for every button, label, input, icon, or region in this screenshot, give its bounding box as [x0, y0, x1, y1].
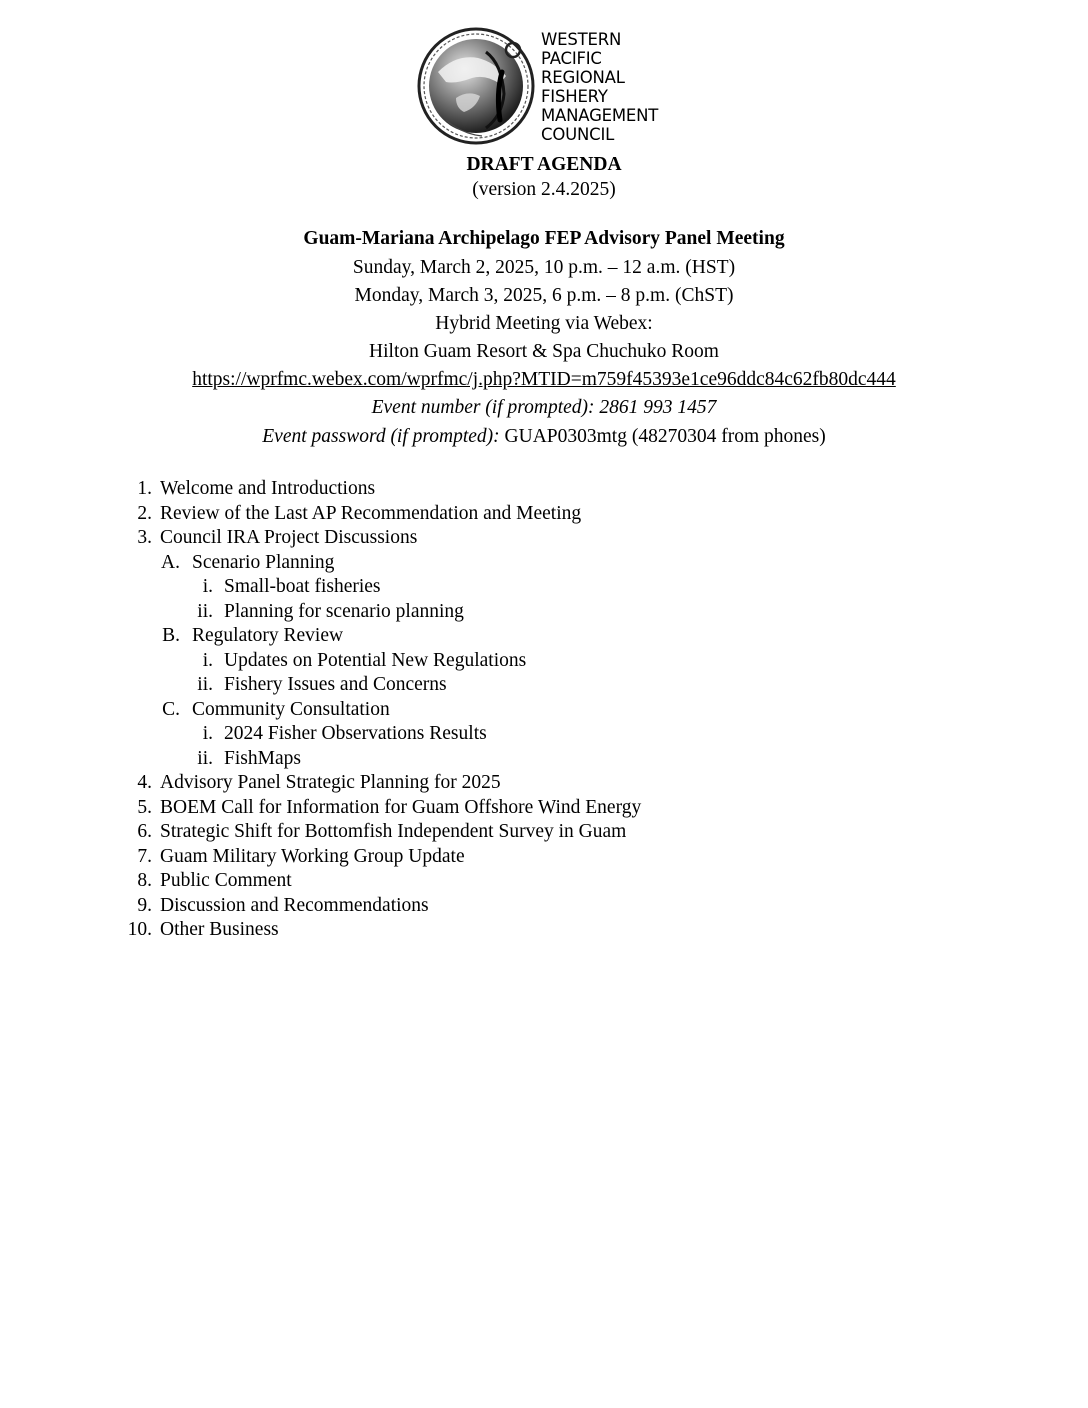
agenda-item-number: ii. — [197, 674, 213, 695]
council-name-line: WESTERN — [541, 30, 622, 49]
agenda-item-number: 3. — [137, 527, 152, 548]
agenda-item-number: ii. — [197, 747, 213, 769]
agenda-item-text: Other Business — [160, 919, 279, 940]
agenda-item-text: 2024 Fisher Observations Results — [224, 723, 487, 744]
agenda-item-text: Review of the Last AP Recommendation and Meeting — [160, 502, 582, 524]
council-name-line: FISHERY — [541, 87, 608, 106]
agenda-item-text: Regulatory Review — [192, 625, 344, 646]
agenda-item-text: Guam Military Working Group Update — [160, 845, 465, 867]
event-password — [0, 426, 1088, 448]
agenda-item-number: 4. — [137, 772, 152, 793]
meeting-venue: Hilton Guam Resort & Spa Chuchuko Room — [369, 341, 719, 362]
document-version: (version 2.4.2025) — [472, 179, 616, 200]
globe-emblem-icon — [416, 24, 538, 148]
agenda-item-text: Updates on Potential New Regulations — [224, 649, 527, 671]
agenda-item-number: 8. — [137, 870, 152, 891]
agenda-item-text: Discussion and Recommendations — [160, 894, 429, 916]
agenda-item-number: 9. — [137, 894, 152, 916]
council-name-line: COUNCIL — [541, 125, 615, 144]
webex-link[interactable]: https://wprfmc.webex.com/wprfmc/j.php?MTID=m759f45393e1ce96ddc84c62fb80dc444 — [192, 369, 896, 390]
agenda-item-number: ii. — [197, 600, 213, 622]
council-logo — [416, 24, 688, 148]
agenda-item-text: Fishery Issues and Concerns — [224, 674, 447, 695]
meeting-format: Hybrid Meeting via Webex: — [435, 313, 653, 334]
agenda-item-number: C. — [162, 698, 180, 720]
agenda-item-number: 6. — [137, 821, 152, 842]
event-number: Event number (if prompted): 2861 993 1457 — [371, 397, 717, 418]
agenda-item-text: Public Comment — [160, 870, 292, 891]
agenda-item-number: 2. — [137, 502, 152, 524]
event-password-value: GUAP0303mtg (48270304 from phones) — [499, 426, 826, 447]
meeting-name: Guam-Mariana Archipelago FEP Advisory Panel Meeting — [303, 228, 785, 249]
agenda-item-text: BOEM Call for Information for Guam Offshore Wind Energy — [160, 796, 642, 818]
agenda-item-text: Planning for scenario planning — [224, 600, 464, 622]
document-title: DRAFT AGENDA — [466, 154, 622, 175]
agenda-item-text: Council IRA Project Discussions — [160, 527, 418, 548]
council-name-line: REGIONAL — [541, 68, 625, 87]
agenda-item-number: 10. — [127, 919, 152, 940]
agenda-item-text: Community Consultation — [192, 698, 390, 720]
agenda-item-number: i. — [202, 649, 213, 671]
agenda-item-number: 7. — [137, 845, 152, 867]
agenda-item-text: Advisory Panel Strategic Planning for 2025 — [160, 772, 501, 793]
agenda-item-text: Small-boat fisheries — [224, 576, 381, 597]
agenda-item-number: 5. — [137, 796, 152, 818]
agenda-item-number: B. — [162, 625, 180, 646]
agenda-item-number: i. — [202, 723, 213, 744]
council-name-line: PACIFIC — [541, 49, 602, 68]
agenda-item-text: Welcome and Introductions — [160, 478, 376, 499]
event-password-label: Event password (if prompted): — [262, 426, 500, 447]
meeting-date-chst: Monday, March 3, 2025, 6 p.m. – 8 p.m. (ChST) — [354, 285, 734, 306]
agenda-item-text: Strategic Shift for Bottomfish Independent Survey in Guam — [160, 821, 627, 842]
agenda-item-number: 1. — [137, 478, 152, 499]
meeting-date-hst: Sunday, March 2, 2025, 10 p.m. – 12 a.m. (HST) — [352, 257, 736, 278]
council-name — [541, 30, 658, 144]
agenda-item-number: i. — [202, 576, 213, 597]
agenda-item-text: FishMaps — [224, 747, 301, 769]
agenda-item-text: Scenario Planning — [192, 551, 335, 573]
council-name-line: MANAGEMENT — [541, 106, 659, 125]
agenda-item-number: A. — [161, 551, 180, 573]
